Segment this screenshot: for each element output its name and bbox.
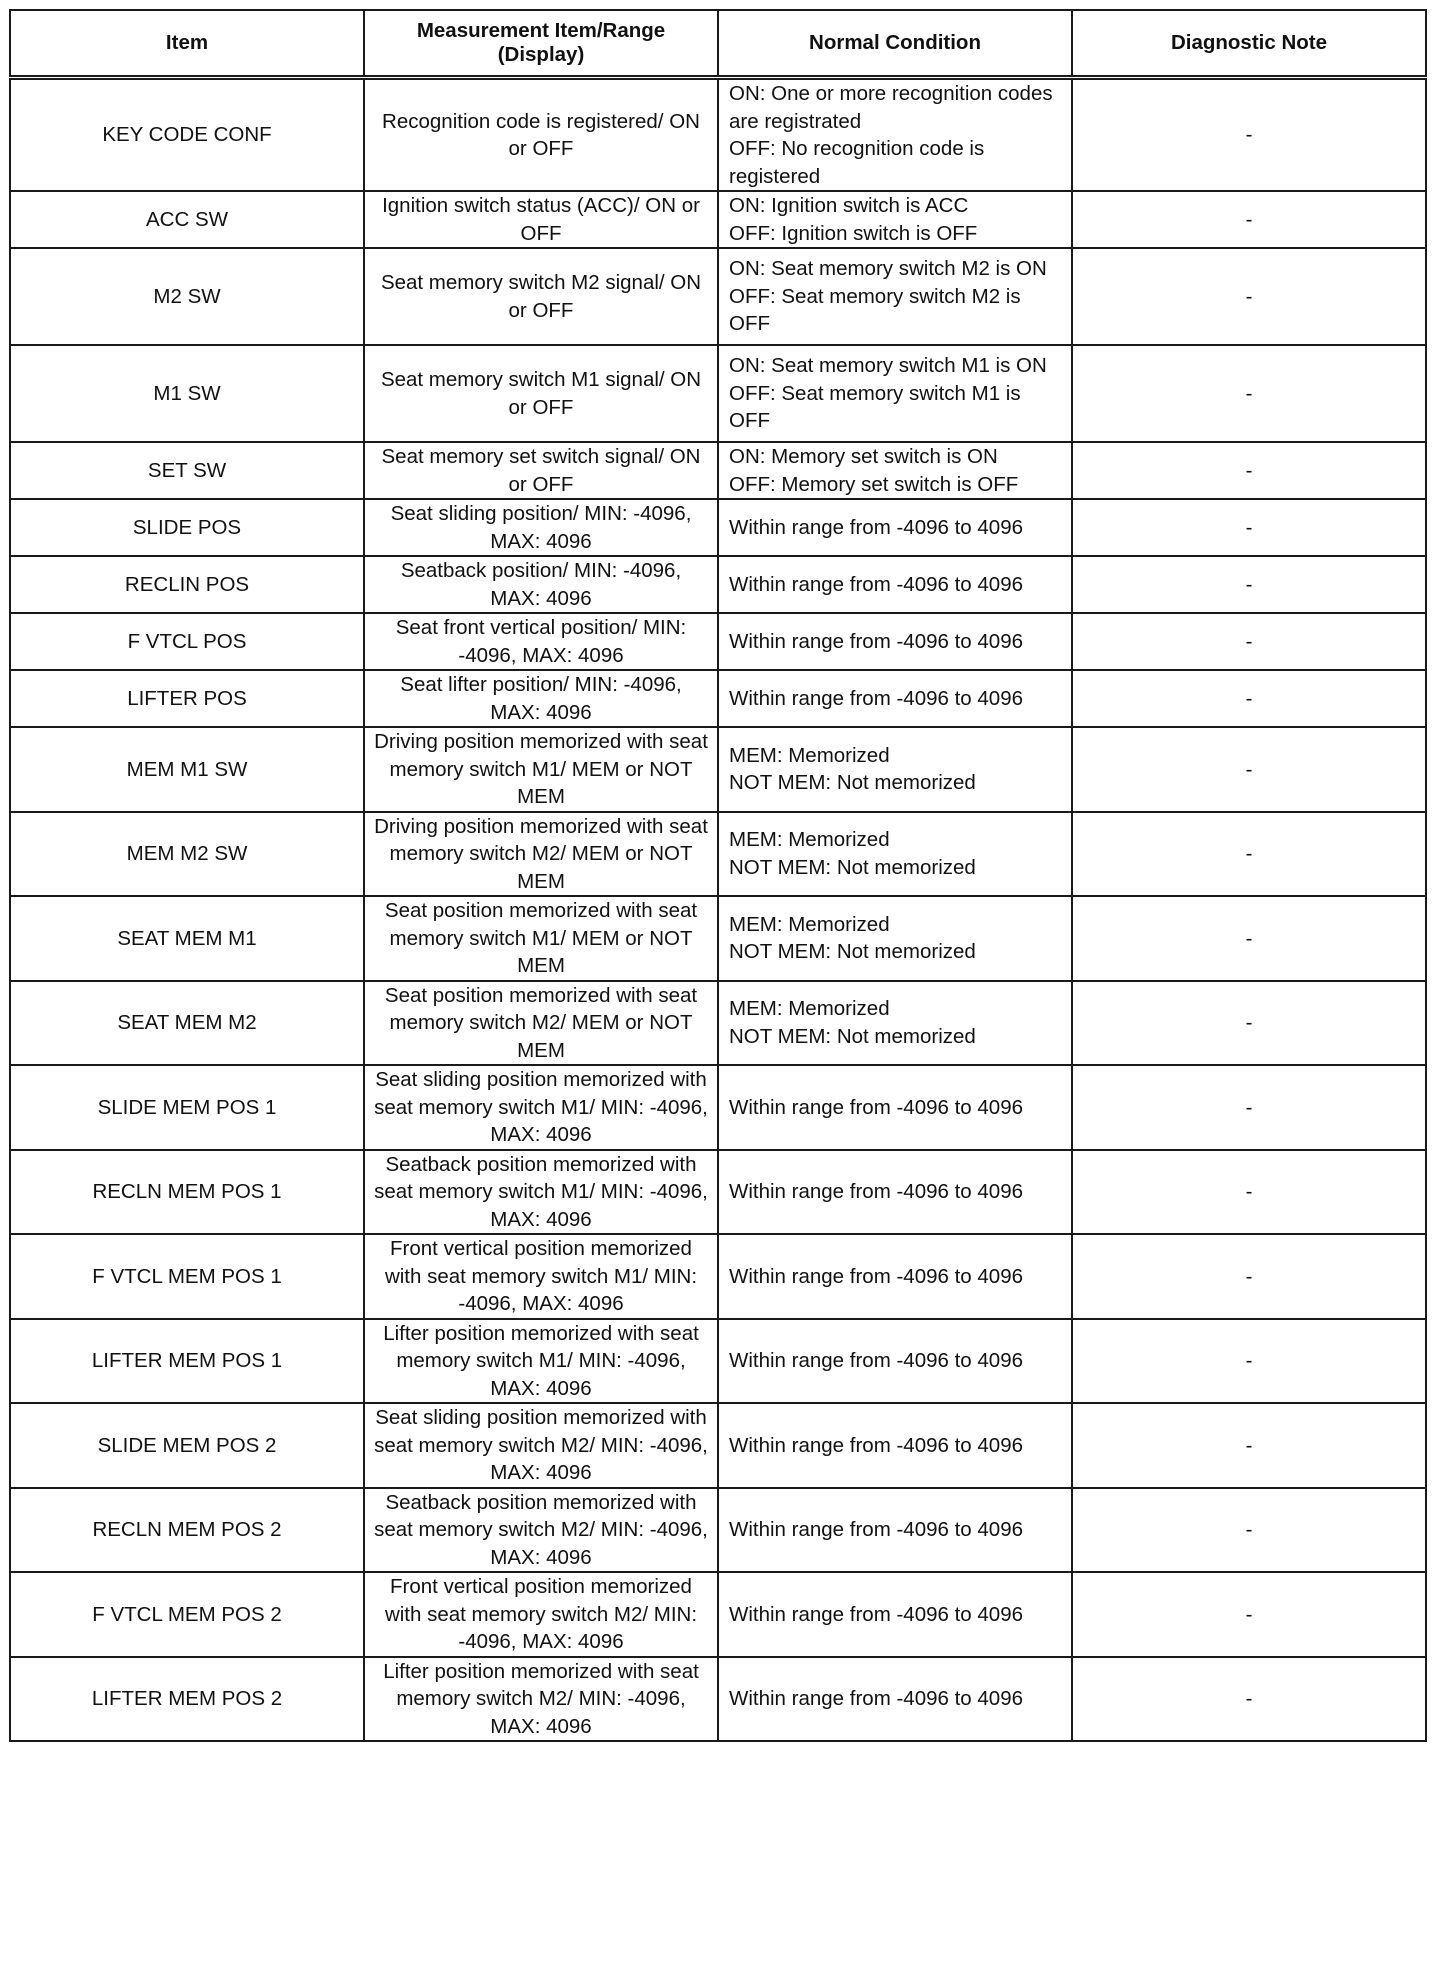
diagnostic-note-cell: -: [1072, 1488, 1426, 1573]
normal-condition-cell: Within range from -4096 to 4096: [718, 1403, 1072, 1488]
item-cell: MEM M1 SW: [10, 727, 364, 812]
item-cell: RECLN MEM POS 2: [10, 1488, 364, 1573]
diagnostic-note-cell: -: [1072, 1150, 1426, 1235]
table-row: [10, 191, 1426, 248]
measurement-cell: Seat position memorized with seat memory switch M1/ MEM or NOT MEM: [364, 896, 718, 981]
normal-condition-cell: MEM: Memorized NOT MEM: Not memorized: [718, 727, 1072, 812]
measurement-cell: Seat position memorized with seat memory switch M2/ MEM or NOT MEM: [364, 981, 718, 1066]
normal-condition-cell: Within range from -4096 to 4096: [718, 1572, 1072, 1657]
item-cell: LIFTER POS: [10, 670, 364, 727]
measurement-cell: Seat memory switch M1 signal/ ON or OFF: [364, 345, 718, 442]
normal-condition-cell: Within range from -4096 to 4096: [718, 499, 1072, 556]
item-cell: SEAT MEM M2: [10, 981, 364, 1066]
normal-condition-cell: Within range from -4096 to 4096: [718, 1150, 1072, 1235]
normal-condition-cell: Within range from -4096 to 4096: [718, 670, 1072, 727]
measurement-cell: Seat memory set switch signal/ ON or OFF: [364, 442, 718, 499]
normal-condition-cell: ON: One or more recognition codes are registrated OFF: No recognition code is registered: [718, 78, 1072, 192]
table-row: [10, 78, 1426, 192]
normal-condition-cell: Within range from -4096 to 4096: [718, 1488, 1072, 1573]
measurement-cell: Seatback position/ MIN: -4096, MAX: 4096: [364, 556, 718, 613]
table-row: [10, 556, 1426, 613]
measurement-cell: Seat front vertical position/ MIN: -4096, MAX: 4096: [364, 613, 718, 670]
diagnostic-note-cell: -: [1072, 613, 1426, 670]
measurement-cell: Front vertical position memorized with seat memory switch M2/ MIN: -4096, MAX: 4096: [364, 1572, 718, 1657]
item-cell: KEY CODE CONF: [10, 78, 364, 192]
table-row: [10, 1403, 1426, 1488]
item-cell: ACC SW: [10, 191, 364, 248]
measurement-cell: Ignition switch status (ACC)/ ON or OFF: [364, 191, 718, 248]
normal-condition-cell: ON: Seat memory switch M2 is ON OFF: Seat memory switch M2 is OFF: [718, 248, 1072, 345]
item-cell: SLIDE POS: [10, 499, 364, 556]
item-cell: SLIDE MEM POS 1: [10, 1065, 364, 1150]
table-row: [10, 1488, 1426, 1573]
table-row: [10, 1150, 1426, 1235]
diagnostic-note-cell: -: [1072, 78, 1426, 192]
measurement-cell: Seat sliding position memorized with seat memory switch M2/ MIN: -4096, MAX: 4096: [364, 1403, 718, 1488]
table-row: [10, 1065, 1426, 1150]
item-cell: F VTCL POS: [10, 613, 364, 670]
diagnostic-note-cell: -: [1072, 896, 1426, 981]
item-cell: MEM M2 SW: [10, 812, 364, 897]
diagnostic-note-cell: -: [1072, 1234, 1426, 1319]
item-cell: F VTCL MEM POS 1: [10, 1234, 364, 1319]
normal-condition-cell: Within range from -4096 to 4096: [718, 1234, 1072, 1319]
table-row: [10, 1657, 1426, 1742]
measurement-cell: Lifter position memorized with seat memory switch M2/ MIN: -4096, MAX: 4096: [364, 1657, 718, 1742]
measurement-cell: Seatback position memorized with seat memory switch M2/ MIN: -4096, MAX: 4096: [364, 1488, 718, 1573]
measurement-cell: Driving position memorized with seat memory switch M2/ MEM or NOT MEM: [364, 812, 718, 897]
header-diagnostic-note: Diagnostic Note: [1072, 10, 1426, 78]
diagnostic-note-cell: -: [1072, 727, 1426, 812]
measurement-cell: Seat sliding position/ MIN: -4096, MAX: 4096: [364, 499, 718, 556]
table-row: [10, 1319, 1426, 1404]
item-cell: M2 SW: [10, 248, 364, 345]
header-normal-condition: Normal Condition: [718, 10, 1072, 78]
measurement-cell: Lifter position memorized with seat memory switch M1/ MIN: -4096, MAX: 4096: [364, 1319, 718, 1404]
diagnostic-note-cell: -: [1072, 248, 1426, 345]
item-cell: F VTCL MEM POS 2: [10, 1572, 364, 1657]
item-cell: SET SW: [10, 442, 364, 499]
data-list-table: [9, 9, 1427, 1742]
table-row: [10, 248, 1426, 345]
diagnostic-note-cell: -: [1072, 345, 1426, 442]
diagnostic-note-cell: -: [1072, 670, 1426, 727]
item-cell: RECLN MEM POS 1: [10, 1150, 364, 1235]
item-cell: LIFTER MEM POS 2: [10, 1657, 364, 1742]
diagnostic-note-cell: -: [1072, 812, 1426, 897]
item-cell: SLIDE MEM POS 2: [10, 1403, 364, 1488]
diagnostic-note-cell: -: [1072, 1572, 1426, 1657]
diagnostic-note-cell: -: [1072, 1065, 1426, 1150]
item-cell: SEAT MEM M1: [10, 896, 364, 981]
item-cell: LIFTER MEM POS 1: [10, 1319, 364, 1404]
table-row: [10, 896, 1426, 981]
normal-condition-cell: MEM: Memorized NOT MEM: Not memorized: [718, 896, 1072, 981]
table-row: [10, 981, 1426, 1066]
measurement-cell: Seatback position memorized with seat memory switch M1/ MIN: -4096, MAX: 4096: [364, 1150, 718, 1235]
table-header: [10, 10, 1426, 78]
table-body: [10, 78, 1426, 1742]
diagnostic-note-cell: -: [1072, 442, 1426, 499]
header-item: Item: [10, 10, 364, 78]
measurement-cell: Front vertical position memorized with seat memory switch M1/ MIN: -4096, MAX: 4096: [364, 1234, 718, 1319]
measurement-cell: Seat lifter position/ MIN: -4096, MAX: 4096: [364, 670, 718, 727]
item-cell: M1 SW: [10, 345, 364, 442]
table-row: [10, 727, 1426, 812]
diagnostic-note-cell: -: [1072, 1403, 1426, 1488]
diagnostic-note-cell: -: [1072, 191, 1426, 248]
diagnostic-note-cell: -: [1072, 499, 1426, 556]
diagnostic-note-cell: -: [1072, 1319, 1426, 1404]
normal-condition-cell: Within range from -4096 to 4096: [718, 556, 1072, 613]
table-row: [10, 613, 1426, 670]
header-measurement: Measurement Item/Range (Display): [364, 10, 718, 78]
table-row: [10, 345, 1426, 442]
normal-condition-cell: Within range from -4096 to 4096: [718, 1065, 1072, 1150]
normal-condition-cell: ON: Ignition switch is ACC OFF: Ignition switch is OFF: [718, 191, 1072, 248]
diagnostic-note-cell: -: [1072, 556, 1426, 613]
diagnostic-note-cell: -: [1072, 981, 1426, 1066]
table-row: [10, 1572, 1426, 1657]
normal-condition-cell: ON: Memory set switch is ON OFF: Memory set switch is OFF: [718, 442, 1072, 499]
item-cell: RECLIN POS: [10, 556, 364, 613]
table-row: [10, 670, 1426, 727]
measurement-cell: Seat memory switch M2 signal/ ON or OFF: [364, 248, 718, 345]
normal-condition-cell: Within range from -4096 to 4096: [718, 1319, 1072, 1404]
table-row: [10, 499, 1426, 556]
normal-condition-cell: ON: Seat memory switch M1 is ON OFF: Seat memory switch M1 is OFF: [718, 345, 1072, 442]
table-row: [10, 812, 1426, 897]
normal-condition-cell: Within range from -4096 to 4096: [718, 1657, 1072, 1742]
table-row: [10, 1234, 1426, 1319]
normal-condition-cell: Within range from -4096 to 4096: [718, 613, 1072, 670]
diagnostic-note-cell: -: [1072, 1657, 1426, 1742]
header-row: [10, 10, 1426, 78]
normal-condition-cell: MEM: Memorized NOT MEM: Not memorized: [718, 812, 1072, 897]
table-row: [10, 442, 1426, 499]
measurement-cell: Driving position memorized with seat memory switch M1/ MEM or NOT MEM: [364, 727, 718, 812]
measurement-cell: Recognition code is registered/ ON or OFF: [364, 78, 718, 192]
measurement-cell: Seat sliding position memorized with seat memory switch M1/ MIN: -4096, MAX: 4096: [364, 1065, 718, 1150]
normal-condition-cell: MEM: Memorized NOT MEM: Not memorized: [718, 981, 1072, 1066]
